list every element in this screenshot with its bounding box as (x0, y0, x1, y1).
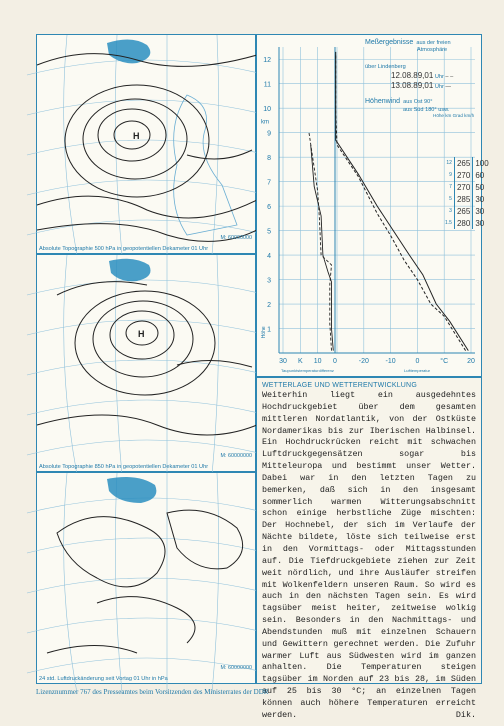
wind-speed: 50 (473, 181, 491, 193)
map-500hpa (36, 34, 256, 254)
wind-row (443, 181, 491, 193)
wind-height: 12 (446, 160, 452, 166)
wind-speed: 30 (473, 193, 491, 205)
y-tick-label: 12 (263, 57, 271, 65)
y-axis-unit: km (261, 119, 269, 126)
map-caption: Absolute Topographie 500 hPa in geopotentiellen Dekameter 01 Uhr (39, 246, 209, 252)
y-tick-label: 5 (267, 228, 271, 236)
chart-legend: Meßergebnisse aus der freien Atmosphäre über Lindenberg 12.08.89,01 Uhr – – 13.08.89,01 Uhr — Höhenwind aus Ost 90° aus Süd 180° usw. Höhe km Grad km/h (365, 39, 479, 119)
x-axis-label-dew: Taupunktstemperaturdifferenz (281, 368, 334, 373)
wind-row (443, 169, 491, 181)
y-tick-label: 11 (263, 81, 271, 89)
legend-station: über Lindenberg (365, 64, 406, 71)
legend-date-2: 13.08.89,01 (391, 80, 434, 90)
svg-text:H: H (133, 131, 140, 141)
legend-subtitle-2: Atmosphäre (417, 47, 448, 54)
map-500hpa-graphic (37, 35, 257, 255)
wind-direction: 270 (454, 181, 472, 193)
x-tick-label: -20 (358, 358, 369, 365)
wind-speed: 30 (473, 205, 491, 217)
wind-subtitle-1: aus Ost 90° (403, 99, 433, 106)
x-tick-label: 0 (415, 358, 420, 365)
x-tick-label: 20 (467, 358, 475, 365)
wind-direction: 285 (454, 193, 472, 205)
wind-direction: 270 (454, 169, 472, 181)
x-tick-label: -10 (385, 358, 396, 365)
y-tick-label: 8 (267, 155, 271, 163)
wind-height: 7 (449, 184, 452, 190)
legend-subtitle-1: aus der freien (416, 40, 451, 46)
footer-license: Lizenznummer 767 des Presseamtes beim Vorsitzenden des Ministerrates der DDR (36, 688, 269, 696)
map-scale: M: 60000000 (220, 453, 252, 459)
y-tick-label: 10 (263, 106, 271, 114)
wind-height: 9 (449, 172, 452, 178)
wind-speed: 60 (473, 169, 491, 181)
x-tick-label: 0 (333, 358, 337, 365)
y-tick-label: 3 (267, 277, 271, 285)
wind-title: Höhenwind (365, 98, 401, 106)
legend-title: Meßergebnisse (365, 39, 414, 46)
x-tick-label: 30 (279, 358, 287, 365)
wind-height: 5 (449, 196, 452, 202)
map-pressure-change-graphic (37, 473, 257, 685)
weather-title: WETTERLAGE UND WETTERENTWICKLUNG (262, 382, 417, 389)
wind-direction: 280 (454, 217, 472, 229)
wind-row (443, 205, 491, 217)
wind-table (443, 157, 491, 229)
weather-signature: Dik. (455, 709, 476, 720)
wind-row (443, 157, 491, 169)
y-tick-label: 4 (267, 253, 271, 261)
wind-speed: 30 (473, 217, 491, 229)
x-axis-label-temp: Lufttemperatur (404, 368, 431, 373)
weather-text-panel (256, 377, 482, 720)
legend-date-2-unit: Uhr (434, 83, 444, 90)
wind-col-dir: Grad (452, 113, 463, 119)
weather-body-text: Weiterhin liegt ein ausgedehntes Hochdruckgebiet über dem gesamten mittleren Nordatlantik, von der Ostküste Nordamerikas bis zur Iberischen Halbinsel. Ein Hochdruckrücken reicht mit schwachen Luftdruckgegensätzen sogar bis Mitteleuropa und bestimmt unser Wetter. Dabei war in den letzten Tagen zu bemerken, daß sich in den insgesamt sommerlich warmen Witterungsabschnitt schon einige herbstliche Züge mischten: Der Hochnebel, der sich im Verlaufe der Nächte bildete, löste sich teilweise erst in den Vormittags- oder Mittagsstunden auf. Die Tiefdruckgebiete ziehen zur Zeit weit nördlich, und ihre Ausläufer streifen mit Wolkenfeldern unseren Raum. So wird es auch in den nächsten Tagen sein. Es wird tagsüber meist heiter, zeitweise wolkig sein. Besonders in den Nachmittags- und Abendstunden muß mit einzelnen Schauern und Gewittern gerechnet werden. Die Zufuhr warmer Luft aus Südwesten wird im ganzen anhalten. Die Temperaturen steigen tagsüber im Norden auf 23 bis 28, im Süden auf 25 bis 30 °C; an einzelnen Tagen können auch höhere Temperaturen erreicht werden. (262, 390, 476, 720)
map-850hpa (36, 254, 256, 472)
weather-body (262, 390, 476, 722)
y-tick-label: 9 (267, 130, 271, 138)
svg-text:H: H (138, 329, 145, 339)
map-caption: Absolute Topographie 850 hPa in geopotentiellen Dekameter 01 Uhr (39, 464, 209, 470)
wind-subtitle-2: aus Süd 180° usw. (403, 106, 450, 113)
wind-speed: 100 (473, 157, 491, 169)
x-tick-label: K (297, 358, 303, 365)
y-tick-label: 1 (267, 326, 271, 334)
wind-direction: 265 (454, 157, 472, 169)
wind-row (443, 193, 491, 205)
y-tick-label: 6 (267, 204, 271, 212)
wind-col-speed: km/h (464, 113, 475, 119)
wind-row (443, 217, 491, 229)
map-scale: M: 60000000 (220, 665, 252, 671)
y-tick-label: 2 (267, 302, 271, 310)
wind-col-height: Höhe km (433, 113, 452, 119)
map-scale: M: 60000000 (220, 235, 252, 241)
legend-date-1-unit: Uhr (434, 73, 444, 80)
y-tick-label: 7 (267, 179, 271, 187)
aerological-chart (256, 34, 489, 377)
map-caption: 24 std. Luftdruckänderung seit Vortag 01 Uhr in hPa (39, 676, 168, 682)
wind-height: 3 (449, 208, 452, 214)
wind-height: 1.5 (445, 220, 452, 226)
x-tick-label: °C (440, 358, 449, 365)
y-axis-side-label: Höhe (261, 326, 267, 339)
legend-date-1: 12.08.89,01 (391, 70, 434, 80)
map-850hpa-graphic (37, 255, 257, 473)
map-pressure-change (36, 472, 256, 684)
wind-direction: 265 (454, 205, 472, 217)
x-tick-label: 10 (313, 358, 322, 365)
